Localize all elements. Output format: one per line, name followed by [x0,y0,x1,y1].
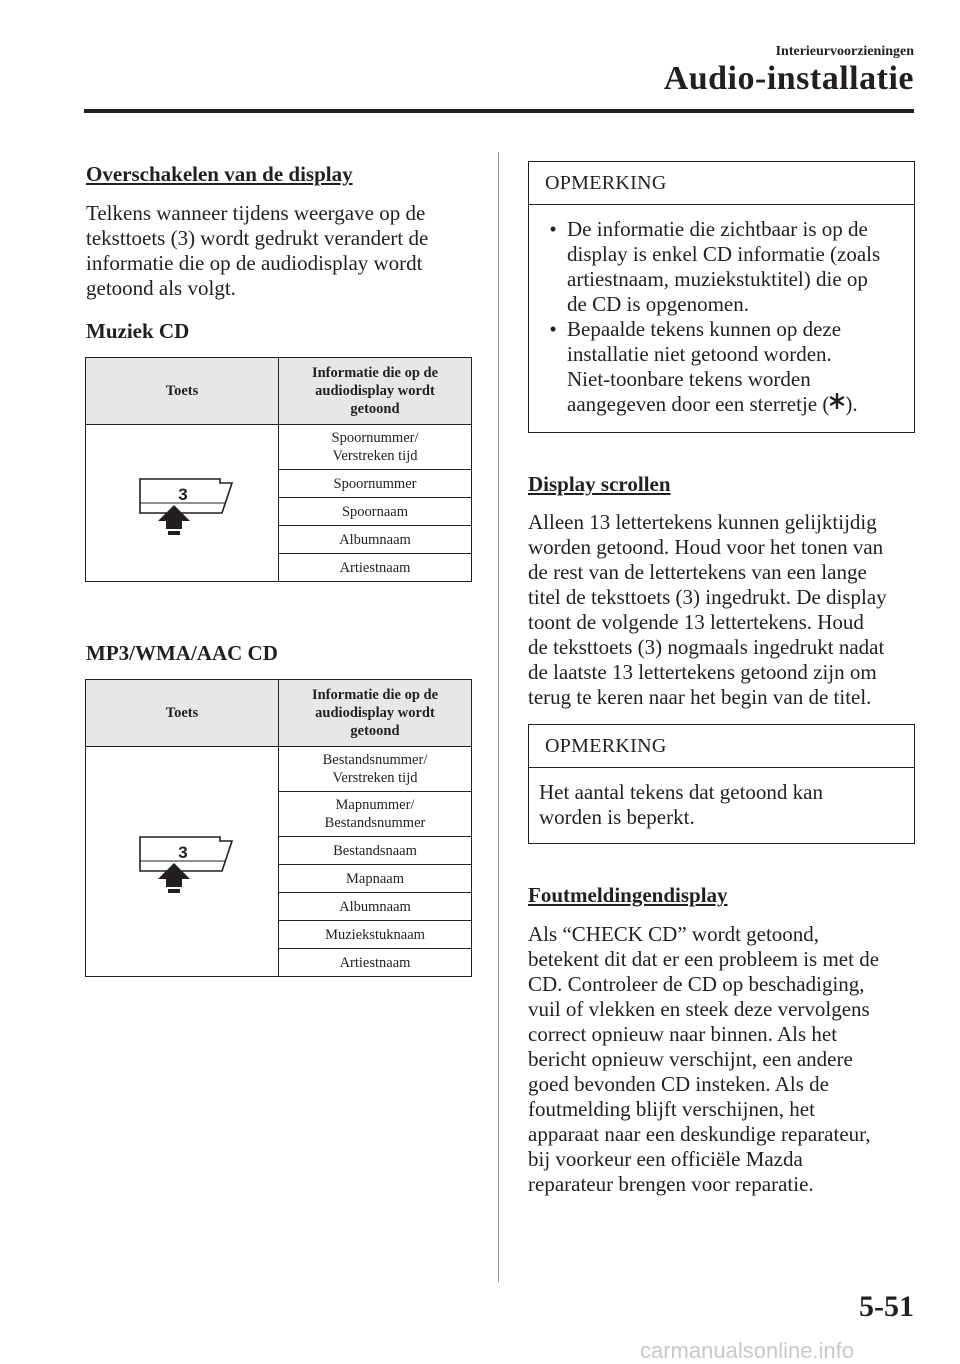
scroll-paragraph [528,510,918,710]
mp3-cd-table [85,679,472,977]
bullet-icon: • [549,217,557,241]
intro-line: getoond als volgt. [86,276,236,300]
heading-display-switch: Overschakelen van de display [86,162,353,186]
heading-display-scroll: Display scrollen [528,472,671,496]
scroll-line: toont de volgende 13 lettertekens. Houd [528,610,864,634]
col-header-key: Toets [86,680,279,747]
info-line: Verstreken tijd [332,448,418,464]
watermark-url[interactable]: carmanualsonline.info [640,1338,855,1363]
info-row [279,747,472,792]
error-line: bij voorkeur een officiële Mazda [528,1147,803,1171]
info-line: Bestandsnummer/ [322,752,428,768]
chapter-title: Interieurvoorzieningen [775,44,914,59]
info-row [279,425,472,470]
page-number: 5-51 [859,1290,914,1323]
error-line: foutmelding blijft verschijnen, het [528,1097,815,1121]
mp3-cd-title: MP3/WMA/AAC CD [86,641,278,665]
scroll-line: worden getoond. Houd voor het tonen van [528,535,884,559]
note-line: Niet-toonbare tekens worden [567,367,811,391]
key-number: 3 [178,484,188,504]
info-row [279,792,472,837]
text-key-3-icon [122,823,242,895]
note-line: de CD is opgenomen. [567,292,749,316]
intro-line: teksttoets (3) wordt gedrukt verandert de [86,226,429,250]
scroll-line: de rest van de lettertekens van een lange [528,560,867,584]
column-divider [498,152,499,1282]
info-row: Mapnaam [279,865,472,893]
error-line: apparaat naar een deskundige reparateur, [528,1122,871,1146]
error-line: goed bevonden CD insteken. Als de [528,1072,829,1096]
text-key-cell [86,425,279,582]
info-row: Spoornaam [279,498,472,526]
error-line: reparateur brengen voor reparatie. [528,1172,814,1196]
note-box-char-limit [528,724,915,844]
note-line: worden is beperkt. [539,805,695,829]
col-header-line: audiodisplay wordt [315,705,435,721]
info-row: Muziekstuknaam [279,921,472,949]
error-line: CD. Controleer de CD op beschadiging, [528,972,865,996]
error-line: vuil of vlekken en steek deze vervolgens [528,997,870,1021]
section-title: Audio-installatie [663,60,914,97]
error-line: bericht opnieuw verschijnt, een andere [528,1047,853,1071]
info-row: Artiestnaam [279,949,472,977]
info-row: Albumnaam [279,893,472,921]
col-header-line: audiodisplay wordt [315,383,435,399]
note-title: OPMERKING [529,162,914,205]
scroll-line: titel de teksttoets (3) ingedrukt. De display [528,585,887,609]
asterisk-icon [829,393,845,409]
note-line: display is enkel CD informatie (zoals [567,242,881,266]
info-row: Artiestnaam [279,554,472,582]
note-box-display-info [528,161,915,433]
key-number: 3 [178,843,188,862]
error-paragraph [528,922,918,1197]
scroll-line: terug te keren naar het begin van de titel. [528,685,872,709]
info-row: Bestandsnaam [279,837,472,865]
note-body [529,205,914,427]
info-line: Bestandsnummer [324,815,426,831]
scroll-line: de teksttoets (3) nogmaals ingedrukt nadat [528,635,885,659]
col-header-info [279,358,472,425]
note-line: artiestnaam, muziekstuktitel) die op [567,267,868,291]
error-line: betekent dit dat er een probleem is met de [528,947,880,971]
col-header-info [279,680,472,747]
music-cd-table [85,357,472,582]
note-line: aangegeven door een sterretje ( ). [567,392,858,416]
error-line: correct opnieuw naar binnen. Als het [528,1022,838,1046]
note-item [539,317,904,417]
note-line: De informatie die zichtbaar is op de [567,217,868,241]
col-header-line: getoond [350,723,400,739]
info-row: Spoornummer [279,470,472,498]
header-rule [84,109,914,113]
note-line: installatie niet getoond worden. [567,342,832,366]
bullet-icon: • [549,317,557,341]
col-header-line: Informatie die op de [311,365,439,381]
info-line: Spoornummer/ [331,430,419,446]
col-header-line: getoond [350,401,400,417]
text-key-cell [86,747,279,977]
info-line: Mapnummer/ [335,797,415,813]
note-title: OPMERKING [529,725,914,768]
intro-line: informatie die op de audiodisplay wordt [86,251,423,275]
info-line: Verstreken tijd [332,770,418,786]
intro-paragraph [86,201,486,301]
heading-error-display: Foutmeldingendisplay [528,883,728,907]
music-cd-title: Muziek CD [86,319,190,343]
text-key-3-icon [122,465,242,537]
note-line: Bepaalde tekens kunnen op deze [567,317,842,341]
intro-line: Telkens wanneer tijdens weergave op de [86,201,426,225]
note-body [529,768,914,840]
col-header-line: Informatie die op de [311,687,439,703]
note-item [539,217,904,317]
info-row: Albumnaam [279,526,472,554]
scroll-line: de laatste 13 lettertekens getoond zijn om [528,660,877,684]
scroll-line: Alleen 13 lettertekens kunnen gelijktijdig [528,510,877,534]
error-line: Als “CHECK CD” wordt getoond, [528,922,820,946]
note-line: Het aantal tekens dat getoond kan [539,780,823,804]
col-header-key: Toets [86,358,279,425]
